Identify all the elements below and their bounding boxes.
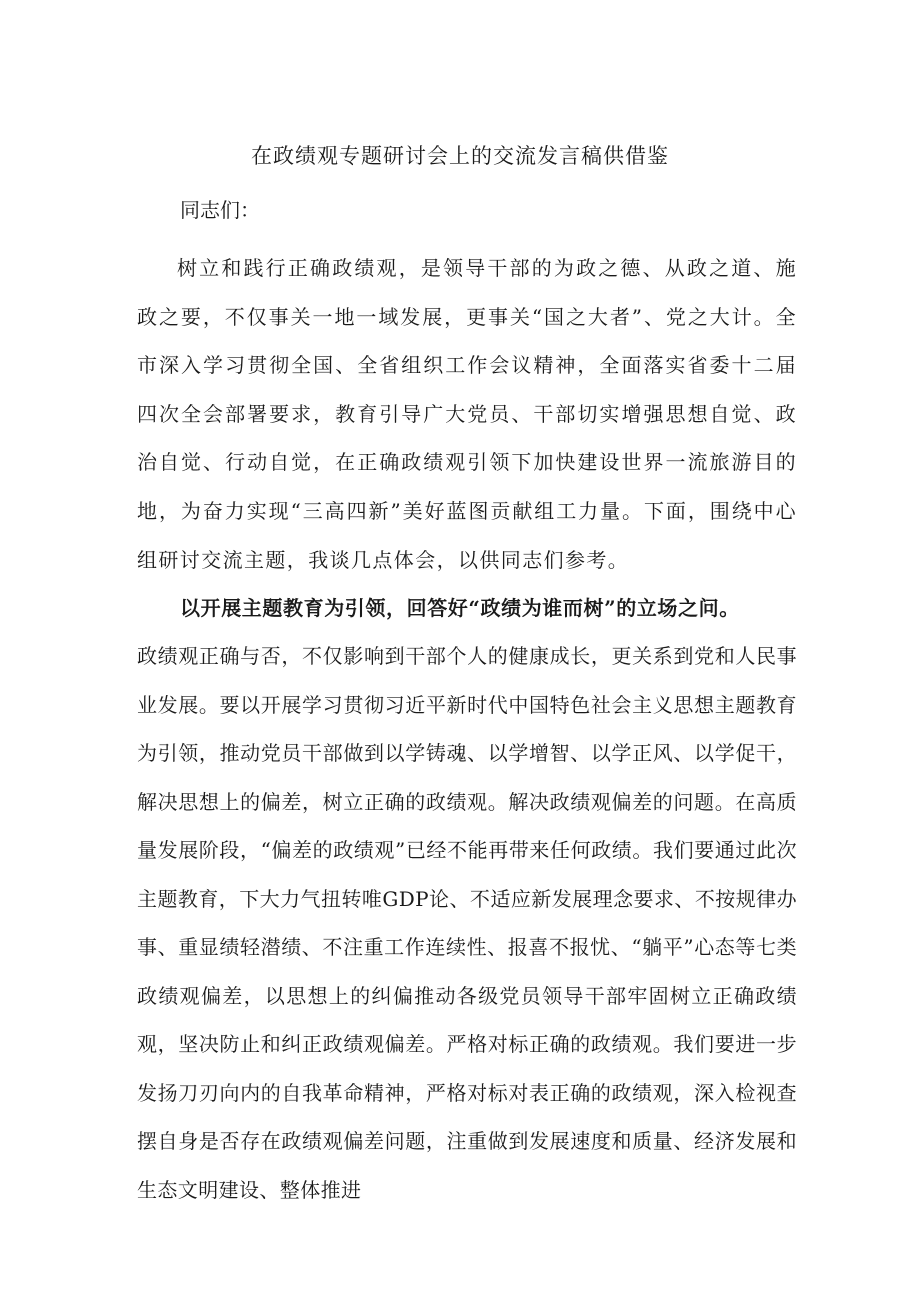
section-heading: 以开展主题教育为引领，回答好“政绩为谁而树”的立场之问。: [180, 596, 740, 620]
greeting: 同志们：: [180, 198, 260, 222]
paragraph-section-body: 政绩观正确与否，不仅影响到干部个人的健康成长，更关系到党和人民事业发展。要以开展学习贯彻习近平新时代中国特色社会主义思想主题教育为引领，推动党员干部做到以学铸魂、以学增智、以学正风、以学促干，解决思想上的偏差，树立正确的政绩观。解决政绩观偏差的问题。在高质量发展阶段，“偏差的政绩观”已经不能再带来任何政绩。我们要通过此次主题教育，下大力气扭转唯GDP论、不适应新发展理念要求、不按规律办事、重显绩轻潜绩、不注重工作连续性、报喜不报忧、“躺平”心态等七类政绩观偏差，以思想上的纠偏推动各级党员领导干部牢固树立正确政绩观，坚决防止和纠正政绩观偏差。严格对标正确的政绩观。我们要进一步发扬刀刃向内的自我革命精神，严格对标对表正确的政绩观，深入检视查摆自身是否存在政绩观偏差问题，注重做到发展速度和质量、经济发展和生态文明建设、整体推进: [137, 644, 797, 1202]
document-title: 在政绩观专题研讨会上的交流发言稿供借鉴: [251, 144, 669, 168]
paragraph-intro: 树立和践行正确政绩观，是领导干部的为政之德、从政之道、施政之要，不仅事关一地一域发展，更事关“国之大者”、党之大计。全市深入学习贯彻全国、全省组织工作会议精神，全面落实省委十二届四次全会部署要求，教育引导广大党员、干部切实增强思想自觉、政治自觉、行动自觉，在正确政绩观引领下加快建设世界一流旅游目的地，为奋力实现“三高四新”美好蓝图贡献组工力量。下面，围绕中心组研讨交流主题，我谈几点体会，以供同志们参考。: [137, 256, 797, 572]
